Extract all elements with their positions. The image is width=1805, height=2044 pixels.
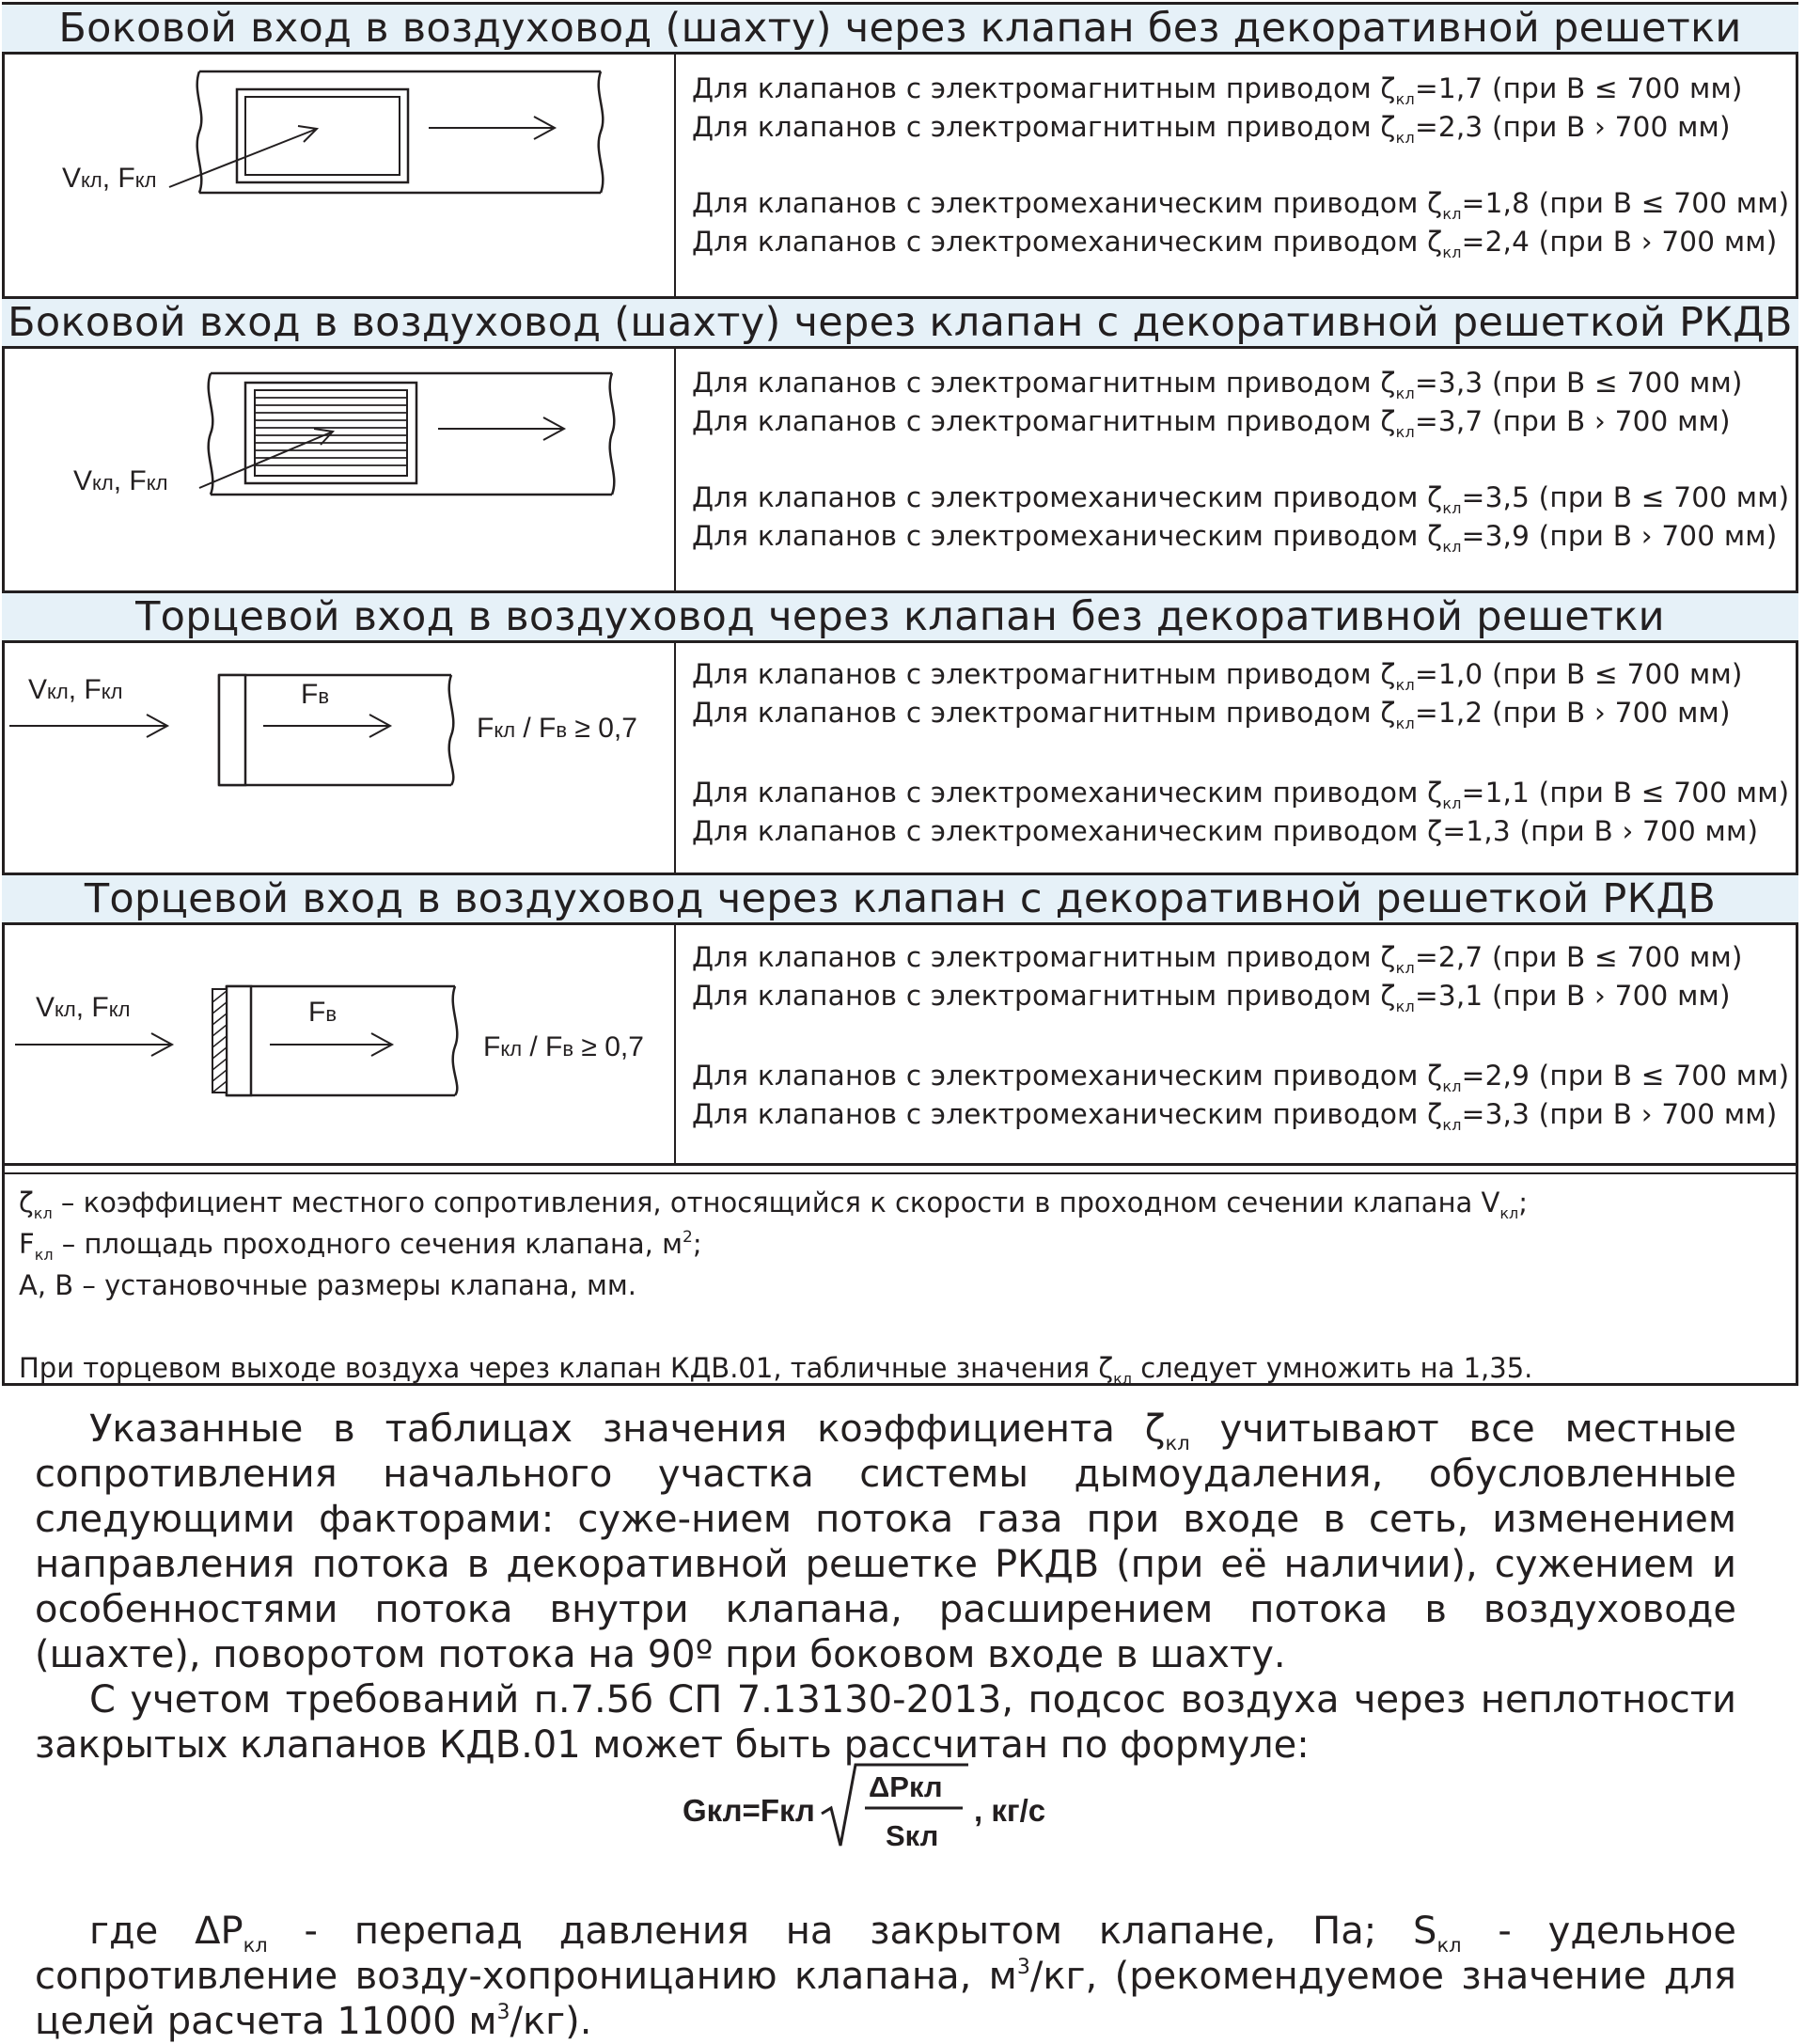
side-entry-diagram — [2, 55, 671, 297]
spacer — [692, 147, 1789, 184]
paragraph-sub: кл — [243, 1934, 268, 1957]
line-value: =3,5 (при B ≤ 700 мм) — [1461, 481, 1790, 513]
duct-area-label: Fв — [308, 997, 337, 1028]
coefficient-line — [692, 774, 1789, 812]
paragraph-text: - удельное сопротивление возду-хопроницанию клапана, м — [35, 1910, 1736, 1998]
duct-break-left — [209, 373, 213, 495]
formula-numerator: ΔPкл — [869, 1770, 943, 1803]
inflow-arrow — [169, 129, 317, 187]
line-value: =3,3 (при B › 700 мм) — [1461, 1098, 1778, 1130]
line-sub: кл — [1442, 538, 1462, 556]
line-prefix: Для клапанов с электромагнитным приводом ζ — [692, 941, 1396, 973]
formula-explanation — [35, 1909, 1736, 2044]
coefficient-line — [692, 223, 1789, 261]
line-sub: кл — [1442, 1116, 1462, 1134]
column-divider — [674, 922, 676, 1165]
line-value: =1,8 (при B ≤ 700 мм) — [1461, 187, 1790, 219]
divider — [2, 1172, 1798, 1174]
line-prefix: Для клапанов с электромеханическим приводом ζ — [692, 520, 1443, 552]
paragraph-text: Указанные в таблицах значения коэффициента ζ — [89, 1407, 1166, 1451]
end-entry-grille-diagram — [2, 925, 671, 1164]
line-sub: кл — [1395, 385, 1415, 402]
line-prefix: Для клапанов с электромагнитным приводом ζ — [692, 658, 1396, 690]
line-value: =3,7 (при B › 700 мм) — [1414, 405, 1731, 437]
paragraph-sup: 3 — [1016, 1956, 1030, 1979]
note-text: – коэффициент местного сопротивления, относящийся к скорости в проходном сечении клапана V — [52, 1187, 1500, 1219]
coefficient-list — [692, 938, 1789, 1134]
line-value: =2,4 (при B › 700 мм) — [1461, 226, 1778, 258]
line-prefix: Для клапанов с электромагнитным приводом ζ — [692, 980, 1396, 1012]
line-value: =2,9 (при B ≤ 700 мм) — [1461, 1060, 1790, 1092]
column-divider — [674, 52, 676, 298]
line-sub: кл — [1442, 205, 1462, 223]
paragraph-sub: кл — [1165, 1432, 1190, 1454]
note-sub: кл — [1499, 1204, 1519, 1222]
paragraph-text: - перепад давления на закрытом клапане, Па; S — [267, 1910, 1437, 1953]
line-prefix: Для клапанов с электромеханическим приводом ζ — [692, 777, 1443, 809]
flow-arrow — [270, 1033, 392, 1056]
paragraph-sub: кл — [1436, 1934, 1462, 1957]
line-prefix: Для клапанов с электромагнитным приводом ζ — [692, 72, 1396, 104]
inflow-arrowhead — [298, 126, 317, 142]
spacer — [19, 1306, 1532, 1347]
line-sub: кл — [1442, 244, 1462, 261]
duct-walls — [219, 675, 451, 785]
line-sub: кл — [1442, 499, 1462, 517]
spacer — [692, 1015, 1789, 1057]
coefficient-line — [692, 812, 1789, 851]
line-prefix: Для клапанов с электромагнитным приводом ζ — [692, 697, 1396, 729]
area-ratio-label: Fкл / Fв ≥ 0,7 — [483, 1031, 644, 1062]
line-value: =1,2 (при B › 700 мм) — [1414, 697, 1731, 729]
note-f — [19, 1223, 1532, 1265]
coefficient-line — [692, 108, 1789, 147]
coefficient-line — [692, 1095, 1789, 1134]
line-prefix: Для клапанов с электромеханическим приводом ζ — [692, 1060, 1443, 1092]
coefficient-list — [692, 70, 1789, 261]
note-text: ; — [1518, 1187, 1529, 1219]
velocity-area-label: Vкл, Fкл — [62, 163, 157, 194]
valve-body — [227, 986, 251, 1095]
note-sup: 2 — [683, 1228, 693, 1247]
coefficient-line — [692, 479, 1789, 517]
line-value: =3,9 (при B › 700 мм) — [1461, 520, 1778, 552]
coefficient-line — [692, 655, 1789, 694]
section-header-text: Торцевой вход в воздуховод через клапан без декоративной решетки — [135, 593, 1665, 640]
velocity-area-label: Vкл, Fкл — [36, 992, 131, 1023]
velocity-area-label: Vкл, Fкл — [73, 465, 168, 496]
coefficient-line — [692, 184, 1789, 223]
coefficient-list — [692, 364, 1789, 556]
line-value: =2,7 (при B ≤ 700 мм) — [1414, 941, 1743, 973]
line-sub: кл — [1395, 423, 1415, 441]
spacer — [692, 732, 1789, 774]
line-value: =2,3 (при B › 700 мм) — [1414, 111, 1731, 143]
inflow-arrow — [9, 715, 167, 737]
formula-lhs: Gкл=Fкл — [683, 1793, 815, 1828]
line-sub: кл — [1395, 959, 1415, 977]
line-sub: кл — [1395, 90, 1415, 108]
note-sub: кл — [1113, 1370, 1132, 1388]
line-sub: кл — [1395, 676, 1415, 694]
section-header-text: Боковой вход в воздуховод (шахту) через клапан с декоративной решеткой РКДВ — [8, 299, 1793, 346]
coefficient-list — [692, 655, 1789, 851]
line-sub: кл — [1395, 129, 1415, 147]
paragraph: С учетом требований п.7.5б СП 7.13130-2013, подсос воздуха через неплотности закрытых клапанов КДВ.01 может быть рассчитан по формуле: — [35, 1678, 1736, 1767]
coefficient-line — [692, 364, 1789, 402]
duct-break-right — [453, 986, 458, 1095]
flow-arrow — [263, 715, 390, 737]
line-prefix: Для клапанов с электромеханическим приводом ζ — [692, 187, 1443, 219]
paragraph — [35, 1407, 1736, 1677]
line-sub: кл — [1442, 1077, 1462, 1095]
section-header — [2, 590, 1798, 643]
paragraph-text: /кг, (рекомендуемое значение для целей расчета 11000 м — [35, 1955, 1736, 2043]
section-header — [2, 873, 1798, 925]
column-divider — [674, 346, 676, 592]
coefficient-line — [692, 70, 1789, 108]
duct-break-right — [610, 373, 615, 495]
coefficient-line — [692, 517, 1789, 556]
note-text: – площадь проходного сечения клапана, м — [53, 1228, 683, 1260]
valve-outer — [237, 89, 408, 182]
section-header — [2, 2, 1798, 55]
line-prefix: Для клапанов с электромагнитным приводом ζ — [692, 367, 1396, 399]
coefficient-line — [692, 402, 1789, 441]
line-sub: кл — [1442, 794, 1462, 812]
note-symbol: F — [19, 1228, 35, 1260]
line-prefix: Для клапанов с электромагнитным приводом ζ — [692, 111, 1396, 143]
duct-break-right — [599, 71, 604, 193]
line-prefix: Для клапанов с электромеханическим приводом ζ — [692, 481, 1443, 513]
end-entry-diagram — [2, 643, 671, 873]
note-ab: A, B – установочные размеры клапана, мм. — [19, 1269, 637, 1301]
section-header — [2, 296, 1798, 349]
explanation-text — [35, 1407, 1736, 1768]
line-value: =1,1 (при B ≤ 700 мм) — [1461, 777, 1790, 809]
paragraph-text: /кг). — [510, 2000, 592, 2043]
note-zeta — [19, 1182, 1532, 1223]
note-text: следует умножить на 1,35. — [1132, 1352, 1533, 1384]
velocity-area-label: Vкл, Fкл — [28, 674, 123, 705]
coefficient-line — [692, 694, 1789, 732]
leakage-formula — [681, 1753, 1075, 1866]
formula-units: , кг/с — [974, 1793, 1046, 1828]
line-sub: кл — [1395, 998, 1415, 1015]
paragraph-text: где ΔP — [89, 1910, 243, 1953]
duct-walls — [227, 986, 455, 1095]
legend-notes — [19, 1182, 1532, 1389]
coefficient-line — [692, 938, 1789, 977]
note-sub: кл — [33, 1204, 53, 1222]
paragraph-sup: 3 — [496, 2001, 510, 2024]
formula-denominator: Sкл — [886, 1819, 939, 1852]
note-text: При торцевом выходе воздуха через клапан КДВ.01, табличные значения ζ — [19, 1352, 1114, 1384]
spacer — [692, 441, 1789, 479]
coefficient-line — [692, 1057, 1789, 1095]
line-value: =3,1 (при B › 700 мм) — [1414, 980, 1731, 1012]
paragraph-text: учитывают все местные сопротивления начального участка системы дымоудаления, обусловленные следующими факторами: суже-нием потока газа при входе в сеть, изменением направления потока в декоративной решетке РКДВ (при её наличии), сужением и особенностями потока внутри клапана, расширением потока в воздуховоде (шахте), поворотом потока на 90º при боковом входе в шахту. — [35, 1407, 1737, 1676]
inflow-arrow — [199, 432, 333, 488]
coefficient-line — [692, 977, 1789, 1015]
inflow-arrow — [15, 1033, 172, 1056]
line-prefix: Для клапанов с электромеханическим приводом ζ — [692, 815, 1443, 847]
flow-arrow — [438, 417, 564, 440]
line-prefix: Для клапанов с электромагнитным приводом ζ — [692, 405, 1396, 437]
line-value: =3,3 (при B ≤ 700 мм) — [1414, 367, 1743, 399]
line-value: =1,3 (при B › 700 мм) — [1442, 815, 1759, 847]
note-torec — [19, 1347, 1532, 1389]
area-ratio-label: Fкл / Fв ≥ 0,7 — [477, 713, 637, 744]
section-header-text: Боковой вход в воздуховод (шахту) через клапан без декоративной решетки — [58, 5, 1742, 52]
duct-break-right — [449, 675, 454, 785]
line-prefix: Для клапанов с электромеханическим приводом ζ — [692, 1098, 1443, 1130]
valve-body — [219, 675, 245, 785]
note-symbol: ζ — [19, 1187, 34, 1219]
column-divider — [674, 640, 676, 874]
side-entry-grille-diagram — [2, 349, 671, 591]
line-value: =1,0 (при B ≤ 700 мм) — [1414, 658, 1743, 690]
line-sub: кл — [1395, 715, 1415, 732]
line-value: =1,7 (при B ≤ 700 мм) — [1414, 72, 1743, 104]
line-prefix: Для клапанов с электромеханическим приводом ζ — [692, 226, 1443, 258]
paragraph — [35, 1909, 1736, 2044]
valve-inner — [245, 97, 400, 175]
duct-area-label: Fв — [301, 679, 330, 710]
section-header-text: Торцевой вход в воздуховод через клапан с декоративной решеткой РКДВ — [84, 875, 1717, 922]
divider — [2, 1163, 1798, 1166]
flow-arrow — [429, 117, 555, 139]
note-sub: кл — [34, 1246, 54, 1264]
note-text: ; — [692, 1228, 702, 1260]
